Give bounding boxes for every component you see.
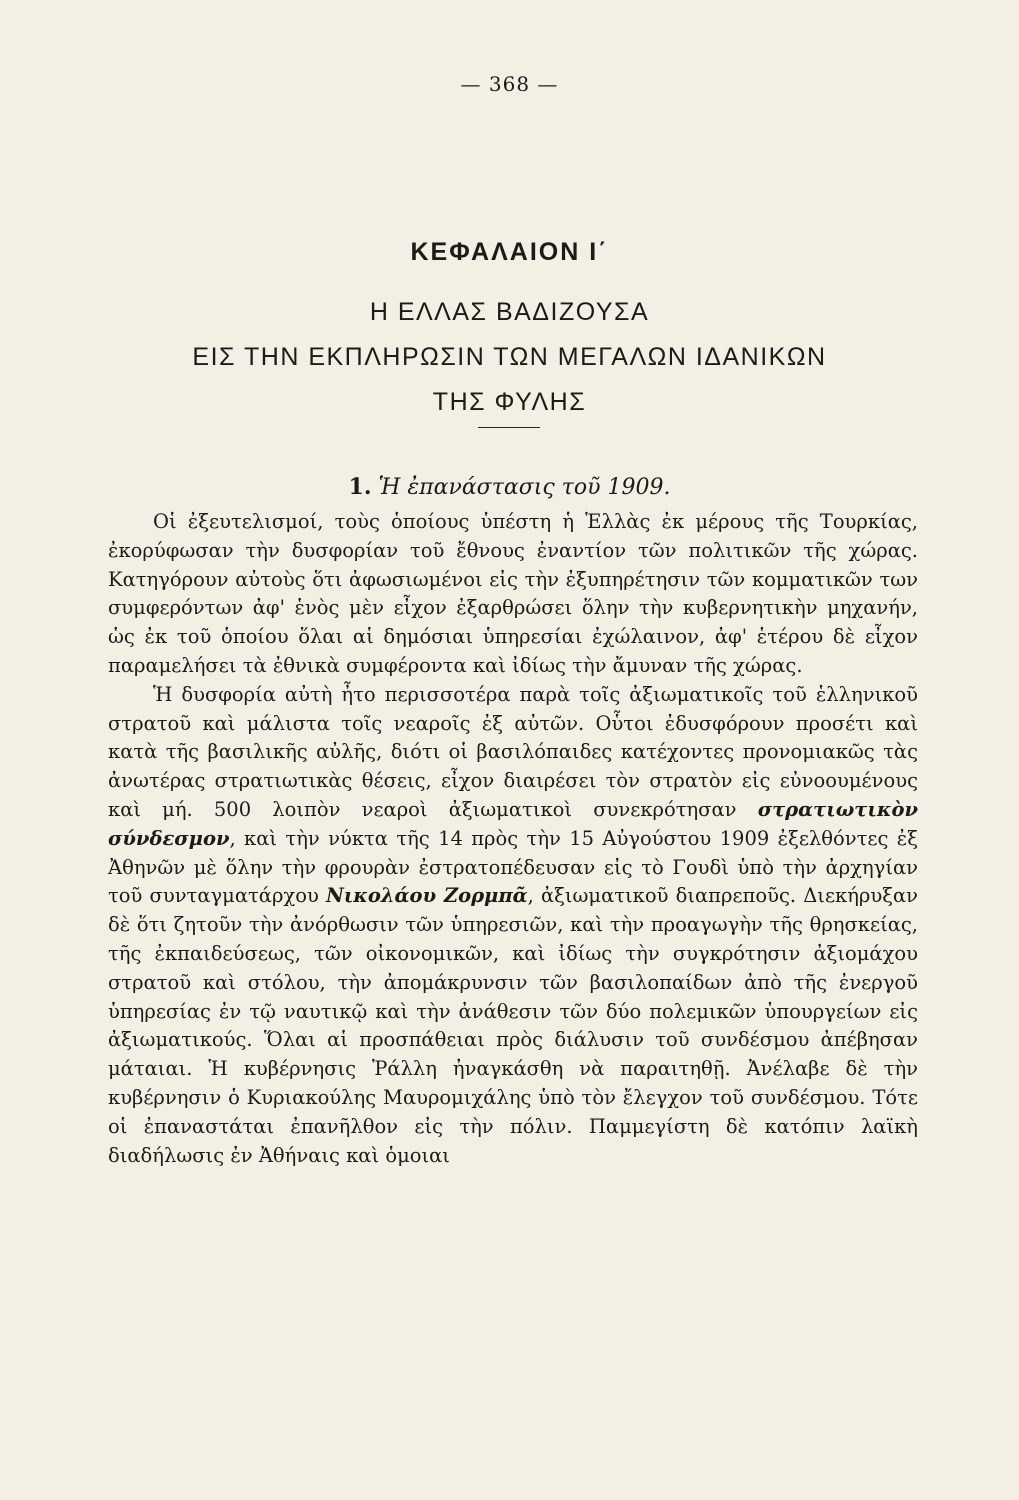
section-number: 1. <box>348 474 372 500</box>
chapter-title <box>0 290 1019 425</box>
chapter-title-line: Η ΕΛΛΑΣ ΒΑΔΙΖΟΥΣΑ <box>369 298 650 326</box>
title-divider <box>478 427 540 428</box>
section-title: Ἡ ἐπανάστασις τοῦ 1909. <box>378 475 671 500</box>
body-text <box>108 508 918 1170</box>
emphasized-term: στρατιωτικὸν σύνδεσμον <box>108 797 918 850</box>
chapter-title-line: ΕΙΣ ΤΗΝ ΕΚΠΛΗΡΩΣΙΝ ΤΩΝ ΜΕΓΑΛΩΝ ΙΔΑΝΙΚΩΝ <box>192 343 827 371</box>
page-number: — 368 — <box>460 72 559 96</box>
person-name: Νικολάου Ζορμπᾶ <box>326 884 528 908</box>
paragraph-text: , ἀξιωματικοῦ διαπρεποῦς. Διεκήρυξαν δὲ ὅτι ζητοῦν τὴν ἀνόρθωσιν τῶν ὑπηρεσιῶν, καὶ τὴν προαγωγὴν τῆς θρησκείας, τῆς ἐκπαιδεύσεως, τῶν οἰκονομικῶν, καὶ ἰδίως τὴν συγκρότησιν ἀξιομάχου στρατοῦ καὶ στόλου, τὴν ἀπομάκρυνσιν τῶν βασιλοπαίδων ἀπὸ τῆς ἐνεργοῦ ὑπηρεσίας ἐν τῷ ναυτικῷ καὶ τὴν ἀνάθεσιν τῶν δύο πολεμικῶν ὑπουργείων εἰς ἀξιωματικούς. Ὅλαι αἱ προσπάθειαι πρὸς διάλυσιν τοῦ συνδέσμου ἀπέβησαν μάταιαι. Ἡ κυβέρνησις Ῥάλλη ἠναγκάσθη νὰ παραιτηθῇ. Ἀνέλαβε δὲ τὴν κυβέρνησιν ὁ Κυριακούλης Μαυρομιχάλης ὑπὸ τὸν ἔλεγχον τοῦ συνδέσμου. Τότε οἱ ἐπαναστάται ἐπανῆλθον εἰς τὴν πόλιν. Παμμεγίστη δὲ κατόπιν λαϊκὴ διαδήλωσις ἐν Ἀθήναις καὶ ὁμοιαι <box>108 884 919 1167</box>
section-heading <box>0 474 1019 500</box>
paragraph <box>108 681 918 1171</box>
paragraph-text: , καὶ τὴν νύκτα τῆς 14 πρὸς τὴν 15 Αὐγούστου 1909 ἐξελθόντες ἐξ Ἀθηνῶν μὲ ὅλην τὴν φρουρὰν ἐστρατοπέδευσαν εἰς τὸ Γουδὶ ὑπὸ τὴν ἀρχηγίαν τοῦ συνταγματάρχου <box>108 826 918 908</box>
chapter-label: ΚΕΦΑΛΑΙΟΝ Ι΄ <box>410 238 609 266</box>
chapter-title-line: ΤΗΣ ΦΥΛΗΣ <box>432 388 587 416</box>
paragraph-text: Ἡ δυσφορία αὐτὴ ἦτο περισσοτέρα παρὰ τοῖς ἀξιωματικοῖς τοῦ ἑλληνικοῦ στρατοῦ καὶ μάλιστα τοῖς νεαροῖς ἐξ αὐτῶν. Οὗτοι ἐδυσφόρουν προσέτι καὶ κατὰ τῆς βασιλικῆς αὐλῆς, διότι οἱ βασιλόπαιδες κατέχοντες προνομιακῶς τὰς ἀνωτέρας στρατιωτικὰς θέσεις, εἶχον διαιρέσει τὸν στρατὸν εἰς εὐνοουμένους καὶ μή. 500 λοιπὸν νεαροὶ ἀξιωματικοὶ συνεκρότησαν <box>108 682 918 821</box>
paragraph: Οἱ ἐξευτελισμοί, τοὺς ὁποίους ὑπέστη ἡ Ἑλλὰς ἐκ μέρους τῆς Τουρκίας, ἐκορύφωσαν τὴν δυσφορίαν τοῦ ἔθνους ἐναντίον τῶν πολιτικῶν τῆς χώρας. Κατηγόρουν αὐτοὺς ὅτι ἀφωσιωμένοι εἰς τὴν ἐξυπηρέτησιν τῶν κομματικῶν των συμφερόντων ἀφ' ἑνὸς μὲν εἶχον ἐξαρθρώσει ὅλην τὴν κυβερνητικὴν μηχανήν, ὡς ἐκ τοῦ ὁποίου ὅλαι αἱ δημόσιαι ὑπηρεσίαι ἐχώλαινον, ἀφ' ἑτέρου δὲ εἶχον παραμελήσει τὰ ἐθνικὰ συμφέροντα καὶ ἰδίως τὴν ἄμυναν τῆς χώρας. <box>108 510 918 677</box>
